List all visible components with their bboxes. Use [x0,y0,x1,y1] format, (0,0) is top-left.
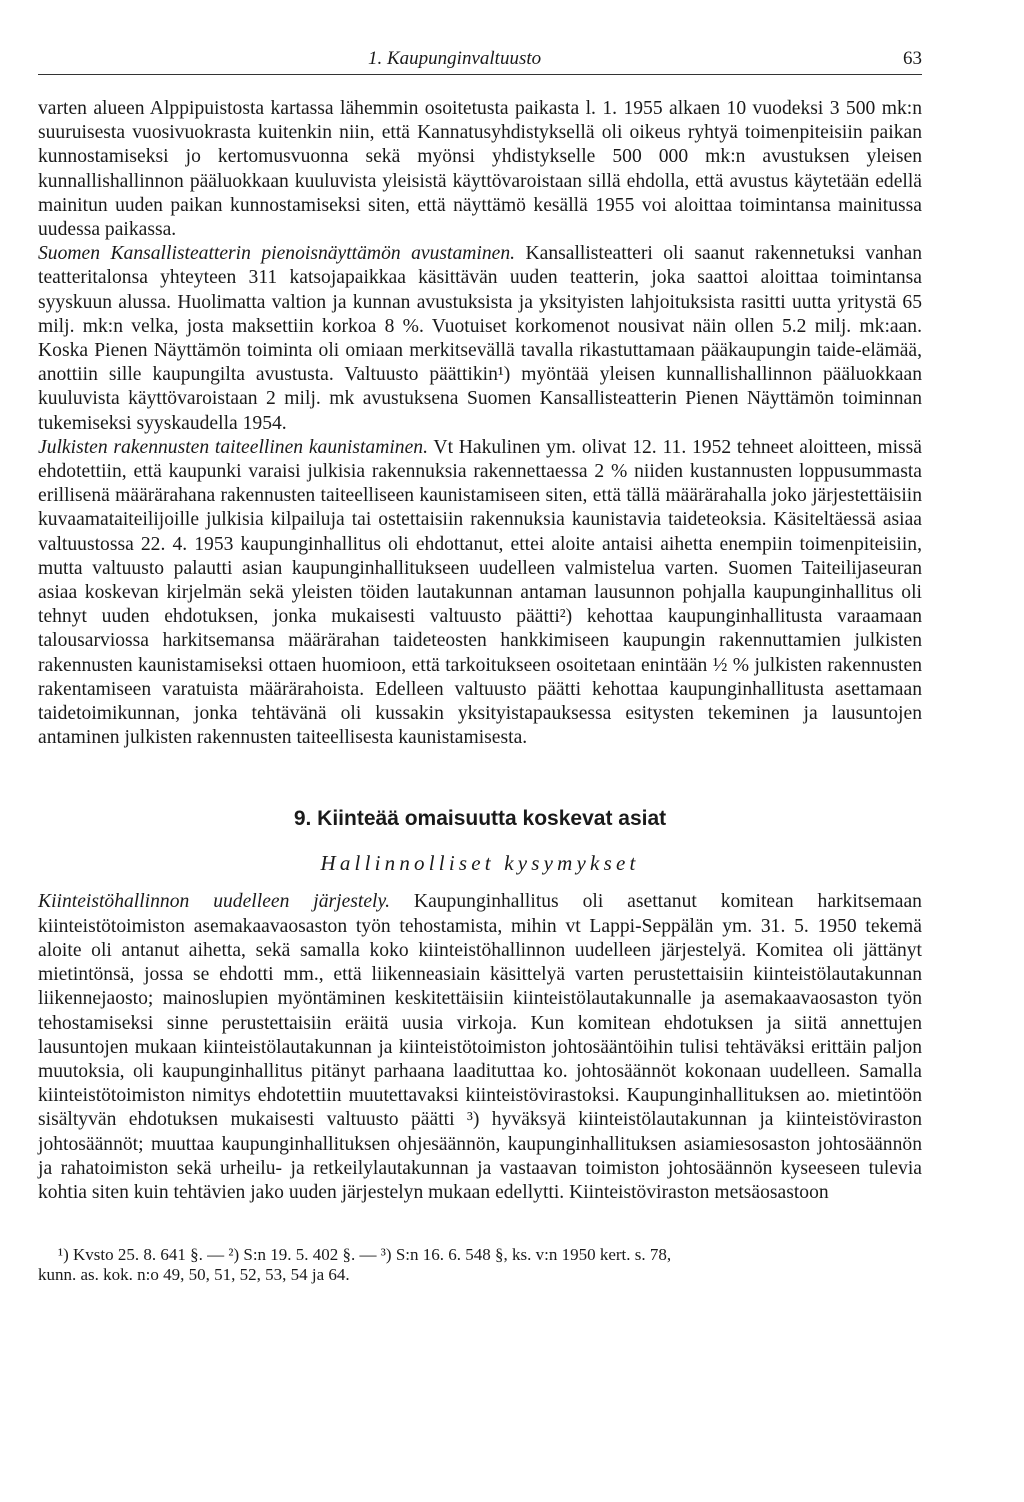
header-title: 1. Kaupunginvaltuusto [368,48,542,69]
paragraph-heading: Suomen Kansallisteatterin pienoisnäyttämön avustaminen. [38,243,516,265]
paragraph-text: Vt Hakulinen ym. olivat 12. 11. 1952 tehneet aloitteen, missä ehdotettiin, että kaupunki varaisi julkisia rakennuksia rakennettaessa 2 % niiden kustannusten loppusummasta erillisenä määrärahana rakennusten taiteelliseen kaunistamiseen siten, että tällä määrärahalla joko järjestettäisiin kuvaamataiteilijoille julkisia kilpailuja tai ostettaisiin rakennuksia kaunistavia taideteoksia. Käsiteltäessä asiaa valtuustossa 22. 4. 1953 kaupunginhallitus oli ehdottanut, ettei aloite antaisi aihetta enempiin toimenpiteisiin, mutta valtuusto palautti asian kaupunginhallitukseen uudelleen valmistelua varten. Suomen Taiteilijaseuran asiaa koskevan kirjelmän sekä yleisten töiden lautakunnan antaman lausunnon pohjalla kaupunginhallitus oli tehnyt uuden ehdotuksen, jonka mukaisesti valtuusto päätti²) kehottaa kaupunginhallitusta varaamaan talousarviossa harkitsemansa määrärahan taideteosten hankkimiseen kaupungin rakennuttamien julkisten rakennusten kaunistamiseksi ottaen huomioon, että tarkoitukseen osoitetaan enintään ½ % julkisten rakennusten rakentamiseen varatuista määrärahoista. Edelleen valtuusto päätti kehottaa kaupunginhallitusta asettamaan taidetoimikunnan, jonka tehtävänä oli kussakin yksityistapauksessa esitysten tekeminen ja lausuntojen antaminen julkisten rakennusten taiteellisesta kaunistamisesta. [38,436,923,749]
document-page [38,44,922,1285]
section-title: 9. Kiinteää omaisuutta koskevat asiat [293,807,667,831]
paragraph [38,97,922,242]
paragraph [38,436,922,751]
subsection-title: Hallinnolliset kysymykset [320,851,640,876]
footnote-line: kunn. as. kok. n:o 49, 50, 51, 52, 53, 54 ja 64. [38,1265,350,1285]
body-text-bottom [38,890,922,1205]
paragraph [38,242,922,436]
paragraph [38,890,922,1205]
paragraph-text: Kaupunginhallitus oli asettanut komitean harkitsemaan kiinteistötoimiston asemakaavaosaston työn tehostamista, mihin vt Lappi-Seppälän ym. 31. 5. 1950 tekemä aloite oli antanut aihetta, sekä samalla koko kiinteistöhallinnon uudelleen järjestelyä. Komitea oli jättänyt mietintönsä, jossa se ehdotti mm., että liikenneasiain käsittelyä varten perustettaisiin kiinteistölautakunnan liikennejaosto; mainoslupien myöntäminen keskitettäisiin kiinteistölautakunnalle ja asemakaavaosaston työn tehostamiseksi sinne perustettaisiin eräitä uusia virkoja. Kun komitean ehdotuksen ja siitä annettujen lausuntojen mukaan kiinteistölautakunnan ja kiinteistötoimiston johtosääntöihin tulisi tehtäväksi erittäin paljon muutoksia, oli kaupunginhallitus pitänyt parhaana laadituttaa ko. johtosäännöt kokonaan uudelleen. Samalla kiinteistötoimiston nimitys ehdotettiin muutettavaksi kiinteistövirastoksi. Kaupunginhallituksen ao. mietintöön sisältyvän ehdotuksen mukaisesti valtuusto päätti ³) hyväksyä kiinteistölautakunnan ja kiinteistöviraston johtosäännöt; muuttaa kaupunginhallituksen ohjesäännön, kaupunginhallituksen asiamiesosaston johtosäännön ja rahatoimiston sekä urheilu- ja retkeilylautakunnan ja vastaavan toimiston johtosäännön kyseeseen tulevia kohtia siten kuin tehtävien jako uuden järjestelyn mukaan edellytti. Kiinteistöviraston metsäosastoon [38,891,922,1203]
body-text-top [38,97,922,750]
paragraph-text: Kansallisteatteri oli saanut rakennetuksi vanhan teatteritalonsa yhteyteen 311 katsojapaikkaa käsittävän uuden teatterin, joka saattoi aloittaa toimintansa syyskuun alussa. Huolimatta valtion ja kunnan avustuksista ja yksityisten lahjoituksista rasitti uutta yritystä 65 milj. mk:n velka, josta maksettiin korkoa 8 %. Vuotuiset korkomenot nousivat näin ollen 5.2 milj. mk:aan. Koska Pienen Näyttämön toiminta oli omiaan merkitsevällä tavalla rikastuttamaan pääkaupungin taide-elämää, anottiin sille kaupungilta avustusta. Valtuusto päättikin¹) myöntää yleisen kunnallishallinnon pääluokkaan kuuluvista käyttövaroistaan 2 milj. mk avustuksena Suomen Kansallisteatterin Pienen Näyttämön toiminnan tukemiseksi syyskaudella 1954. [38,243,922,434]
page-number: 63 [903,48,922,69]
paragraph-heading: Kiinteistöhallinnon uudelleen järjestely. [38,891,391,913]
paragraph-text: varten alueen Alppipuistosta kartassa lähemmin osoitetusta paikasta l. 1. 1955 alkaen 10 vuodeksi 3 500 mk:n suuruisesta vuosivuokrasta kuitenkin niin, että Kannatusyhdistyksellä oli oikeus ryhtyä toimenpiteisiin paikan kunnostamiseksi jo kertomusvuonna sekä myönsi yhdistykselle 500 000 mk:n avustuksen yleisen kunnallishallinnon pääluokkaan kuuluvista yleisistä käyttövaroistaan sillä ehdolla, että avustus käytetään edellä mainitun uuden paikan kunnostamiseksi siten, että näyttämö kesällä 1955 voi aloittaa toimintansa mainitussa uudessa paikassa. [38,98,922,241]
footnote-line: ¹) Kvsto 25. 8. 641 §. — ²) S:n 19. 5. 402 §. — ³) S:n 16. 6. 548 §, ks. v:n 1950 kert. s. 78, [58,1245,672,1265]
footnotes [38,1245,922,1285]
paragraph-heading: Julkisten rakennusten taiteellinen kaunistaminen. [38,436,429,458]
running-header [38,44,922,75]
